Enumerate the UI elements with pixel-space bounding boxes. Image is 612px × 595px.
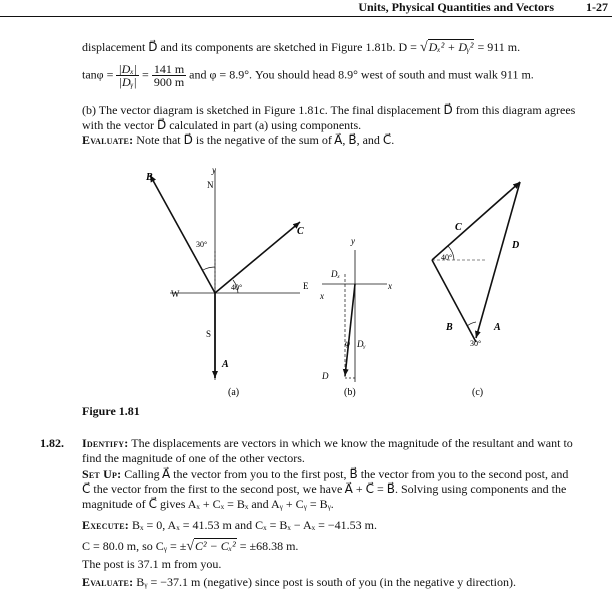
identify-line2: find the magnitude of one of the other vectors. [82,451,305,465]
evaluate-label: Evaluate: [82,133,134,147]
part-a-text: displacement D⃗ and its components are sketched in Figure 1.81b. D = [82,40,420,54]
tan-fraction-2: $\frac{141 m}{900 m}$ [153,62,185,89]
execute-label: Execute: [82,518,129,532]
vector-b-arrow-c [432,182,520,260]
vector-d-arrow [345,284,355,376]
label-angle-40-a: 40° [231,283,243,292]
page-number: 1-27 [586,0,608,14]
label-dx: Dₓ [331,269,341,279]
c-equation: C = 80.0 m, so Cᵧ = ±√C² − Cₓ² = ±68.38 m. [82,539,299,554]
setup-text1: Calling A⃗ the vector from you to the first post, B⃗ the vector from you to the second post, and [121,467,569,481]
panel-a [145,165,324,398]
identify-text1: The displacements are vectors in which we know the magnitude of the resultant and want to [128,436,573,450]
label-dy: Dᵧ [357,339,366,349]
d-result: = 911 m. [474,40,521,54]
label-a-vec-c: A⃗ [494,322,509,333]
running-header-title: Units, Physical Quantities and Vectors [358,0,554,14]
label-phi: φ [345,338,350,348]
identify-line1 [82,436,573,451]
header-rule [0,16,612,17]
evaluate-label-2: Evaluate: [82,575,134,589]
execute-text: Bₓ = 0, Aₓ = 41.53 m and Cₓ = Bₓ − Aₓ = −41.53 m. [128,518,377,532]
c-sqrt-expression: C² − Cₓ² [195,539,236,553]
panel-b [321,236,392,398]
c-line-a: C = 80.0 m, so Cᵧ = ± [82,539,187,553]
tan-result: and φ = 8.9°. You should head 8.9° west of south and must walk 911 m. [189,67,534,82]
figure-caption: Figure 1.81 [82,404,140,418]
figure-1-81 [0,150,612,400]
label-a-vec: A⃗ [222,359,237,370]
label-angle-30-c: 30° [470,339,482,348]
setup-line1 [82,467,568,482]
panel-a-label: (a) [228,387,240,398]
evaluate-final-line [82,575,516,590]
d-sqrt-expression: Dₓ² + Dᵧ² [428,40,474,54]
tan-label: tanφ = [82,67,114,82]
setup-line2: C⃗ the vector from the first to the second post, we have A⃗ + C⃗ = B⃗. Solving using components and the [82,482,567,496]
vector-c-arrow [215,222,300,293]
label-c-vec: C⃗ [297,226,312,237]
label-n: N [207,180,214,190]
label-d-vec-c: D⃗ [512,240,527,251]
setup-label: Set Up: [82,467,122,481]
evaluate-text: Note that D⃗ is the negative of the sum of A⃗, B⃗, and C⃗. [133,133,395,147]
label-x-b: x [388,281,392,291]
label-x-a: x [320,291,324,301]
label-b-vec: B⃗ [146,172,161,183]
identify-label: Identify: [82,436,129,450]
label-b-vec-c: B⃗ [446,322,461,333]
panel-b-label: (b) [344,387,356,398]
post-line: The post is 37.1 m from you. [82,557,222,571]
label-s: S [206,329,212,339]
part-b-line1: (b) The vector diagram is sketched in Figure 1.81c. The final displacement D⃗ from this diagram agrees [82,103,576,117]
part-a-line1: displacement D⃗ and its components are sketched in Figure 1.81b. D = √Dₓ² + Dᵧ² = 911 m. [82,40,521,55]
part-b-line2: with the vector D⃗ calculated in part (a) using components. [82,118,362,132]
label-c-vec-c: C⃗ [455,222,470,233]
angle-30-arc-c [467,322,476,326]
part-b-evaluate [82,133,394,148]
label-angle-40-c: 40° [441,253,453,262]
vector-b-arrow [150,175,215,293]
problem-number: 1.82. [40,436,64,450]
setup-line3: magnitude of C⃗ gives Aₓ + Cₓ = Bₓ and Aᵧ + Cᵧ = Bᵧ. [82,497,334,511]
label-w: W [171,289,180,299]
label-d: D [322,371,329,381]
label-angle-30-a: 30° [196,240,208,249]
panel-c-label: (c) [472,387,484,398]
label-e: E [303,281,309,291]
execute-line [82,518,377,533]
tan-equation: tanφ = $\frac{\text{|Dₓ|}}{\text{|Dᵧ|}}$ = $\frac{141 m}{900 m}$ and φ = 8.9°. You should head 8.9° west of south and must walk 911 m. [82,62,534,89]
angle-30-arc-a [203,267,215,270]
evaluate-text-2: Bᵧ = −37.1 m (negative) since post is south of you (in the negative y direction). [133,575,516,589]
tan-fraction-1: $\frac{\text{|Dₓ|}}{\text{|Dᵧ|}}$ [118,62,138,89]
label-y-b: y [351,236,355,246]
panel-c [432,182,527,398]
label-y-a: y [212,165,216,175]
c-line-b: = ±68.38 m. [236,539,299,553]
